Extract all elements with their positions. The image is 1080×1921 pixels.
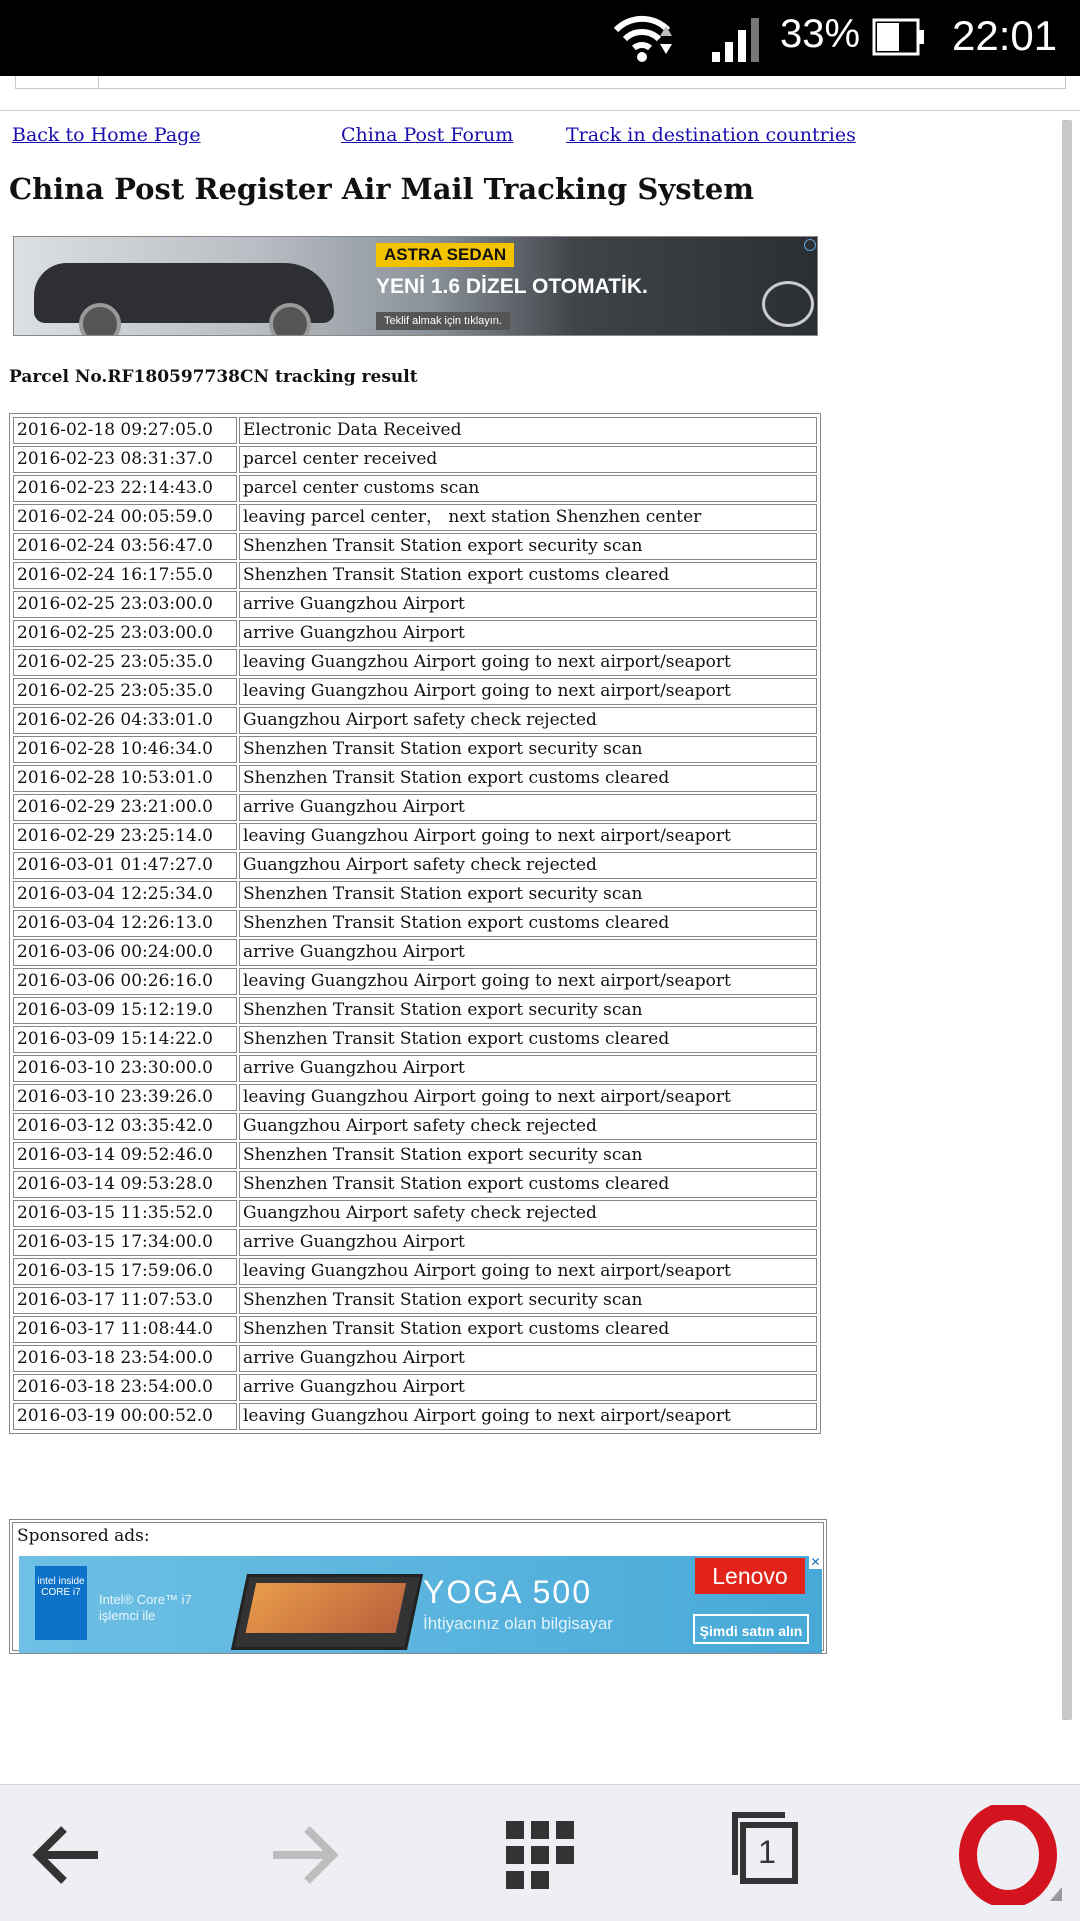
tracking-event-cell: Shenzhen Transit Station export security scan xyxy=(239,1142,817,1169)
tracking-event-cell: leaving Guangzhou Airport going to next airport/seaport xyxy=(239,823,817,850)
tracking-event-cell: Shenzhen Transit Station export security scan xyxy=(239,533,817,560)
table-row xyxy=(13,1316,817,1343)
tracking-time-cell: 2016-02-29 23:21:00.0 xyxy=(13,794,237,821)
tracking-event-cell: leaving Guangzhou Airport going to next airport/seaport xyxy=(239,1084,817,1111)
track-destination-link[interactable]: Track in destination countries xyxy=(566,124,856,146)
ad-choices-icon[interactable] xyxy=(804,239,816,251)
signal-icon xyxy=(710,16,765,64)
tracking-event-cell: arrive Guangzhou Airport xyxy=(239,1055,817,1082)
tracking-event-cell: arrive Guangzhou Airport xyxy=(239,1229,817,1256)
status-bar xyxy=(0,0,1080,76)
opel-logo-icon xyxy=(762,281,814,327)
tracking-time-cell: 2016-02-25 23:03:00.0 xyxy=(13,620,237,647)
tracking-event-cell: Guangzhou Airport safety check rejected xyxy=(239,707,817,734)
opel-ad-banner[interactable] xyxy=(13,236,818,336)
ad-tag: ASTRA SEDAN xyxy=(376,243,514,267)
address-bar[interactable] xyxy=(0,76,1080,111)
opera-menu-icon[interactable] xyxy=(958,1805,1068,1905)
back-arrow-icon[interactable] xyxy=(18,1805,118,1905)
tracking-time-cell: 2016-03-17 11:08:44.0 xyxy=(13,1316,237,1343)
table-row xyxy=(13,794,817,821)
table-row xyxy=(13,823,817,850)
table-row xyxy=(13,1142,817,1169)
tracking-event-cell: leaving Guangzhou Airport going to next airport/seaport xyxy=(239,649,817,676)
parcel-heading: Parcel No.RF180597738CN tracking result xyxy=(9,367,418,387)
tracking-time-cell: 2016-03-18 23:54:00.0 xyxy=(13,1374,237,1401)
bottom-navigation xyxy=(0,1784,1080,1921)
table-row xyxy=(13,765,817,792)
tracking-event-cell: Shenzhen Transit Station export security scan xyxy=(239,736,817,763)
table-row xyxy=(13,1055,817,1082)
product-name: YOGA 500 xyxy=(423,1574,592,1610)
tracking-event-cell: leaving parcel center， next station Shenzhen center xyxy=(239,504,817,531)
tracking-time-cell: 2016-03-01 01:47:27.0 xyxy=(13,852,237,879)
table-row xyxy=(13,852,817,879)
speed-dial-grid-icon[interactable] xyxy=(490,1805,590,1905)
tracking-time-cell: 2016-03-19 00:00:52.0 xyxy=(13,1403,237,1430)
table-row xyxy=(13,997,817,1024)
tracking-time-cell: 2016-02-24 16:17:55.0 xyxy=(13,562,237,589)
tracking-time-cell: 2016-02-28 10:53:01.0 xyxy=(13,765,237,792)
tracking-event-cell: Shenzhen Transit Station export security scan xyxy=(239,1287,817,1314)
tracking-event-cell: Shenzhen Transit Station export customs cleared xyxy=(239,765,817,792)
table-row xyxy=(13,1171,817,1198)
table-row xyxy=(13,707,817,734)
tracking-time-cell: 2016-03-10 23:39:26.0 xyxy=(13,1084,237,1111)
tracking-time-cell: 2016-03-17 11:07:53.0 xyxy=(13,1287,237,1314)
tracking-table xyxy=(9,413,821,1434)
tracking-event-cell: arrive Guangzhou Airport xyxy=(239,939,817,966)
tracking-event-cell: leaving Guangzhou Airport going to next airport/seaport xyxy=(239,968,817,995)
tracking-time-cell: 2016-02-25 23:05:35.0 xyxy=(13,678,237,705)
tab-count: 1 xyxy=(758,1834,776,1870)
tracking-time-cell: 2016-03-10 23:30:00.0 xyxy=(13,1055,237,1082)
forum-link[interactable]: China Post Forum xyxy=(341,124,514,146)
tracking-time-cell: 2016-02-25 23:05:35.0 xyxy=(13,649,237,676)
tracking-event-cell: Guangzhou Airport safety check rejected xyxy=(239,852,817,879)
forward-arrow-icon[interactable] xyxy=(253,1805,353,1905)
table-row xyxy=(13,1287,817,1314)
page-title: China Post Register Air Mail Tracking System xyxy=(9,172,755,206)
tracking-event-cell: arrive Guangzhou Airport xyxy=(239,794,817,821)
table-row xyxy=(13,533,817,560)
laptop-screen xyxy=(246,1583,407,1633)
tracking-time-cell: 2016-02-23 08:31:37.0 xyxy=(13,446,237,473)
tracking-event-cell: leaving Guangzhou Airport going to next airport/seaport xyxy=(239,1258,817,1285)
tracking-time-cell: 2016-03-12 03:35:42.0 xyxy=(13,1113,237,1140)
tracking-event-cell: arrive Guangzhou Airport xyxy=(239,620,817,647)
tracking-event-cell: Shenzhen Transit Station export security scan xyxy=(239,997,817,1024)
table-row xyxy=(13,1229,817,1256)
table-row xyxy=(13,881,817,908)
tracking-time-cell: 2016-03-15 11:35:52.0 xyxy=(13,1200,237,1227)
tracking-time-cell: 2016-03-09 15:14:22.0 xyxy=(13,1026,237,1053)
tracking-event-cell: Shenzhen Transit Station export customs cleared xyxy=(239,562,817,589)
table-row xyxy=(13,939,817,966)
tracking-time-cell: 2016-02-28 10:46:34.0 xyxy=(13,736,237,763)
table-row xyxy=(13,649,817,676)
page-content xyxy=(0,112,1060,1782)
tracking-event-cell: Guangzhou Airport safety check rejected xyxy=(239,1200,817,1227)
table-row xyxy=(13,678,817,705)
tracking-time-cell: 2016-03-15 17:59:06.0 xyxy=(13,1258,237,1285)
tracking-event-cell: Shenzhen Transit Station export customs cleared xyxy=(239,910,817,937)
tracking-time-cell: 2016-02-26 04:33:01.0 xyxy=(13,707,237,734)
intel-badge-text: intel inside CORE i7 xyxy=(37,1576,85,1598)
tracking-event-cell: Electronic Data Received xyxy=(239,417,817,444)
table-row xyxy=(13,1200,817,1227)
intel-logo-icon xyxy=(35,1566,87,1640)
table-row xyxy=(13,562,817,589)
ad-headline: YENİ 1.6 DİZEL OTOMATİK. xyxy=(376,275,648,298)
tracking-time-cell: 2016-02-18 09:27:05.0 xyxy=(13,417,237,444)
product-tagline: İhtiyacınız olan bilgisayar xyxy=(423,1614,613,1633)
scrollbar[interactable] xyxy=(1062,120,1072,1720)
tracking-time-cell: 2016-03-15 17:34:00.0 xyxy=(13,1229,237,1256)
tracking-event-cell: parcel center customs scan xyxy=(239,475,817,502)
table-row xyxy=(13,910,817,937)
tracking-event-cell: leaving Guangzhou Airport going to next airport/seaport xyxy=(239,678,817,705)
battery-icon xyxy=(872,18,926,56)
table-row xyxy=(13,446,817,473)
table-row xyxy=(13,620,817,647)
intel-text: Intel® Core™ i7 işlemci ile xyxy=(99,1592,192,1623)
buy-now-button[interactable]: Şimdi satın alın xyxy=(693,1614,809,1644)
sponsored-label: Sponsored ads: xyxy=(17,1526,150,1546)
tracking-event-cell: leaving Guangzhou Airport going to next airport/seaport xyxy=(239,1403,817,1430)
tracking-event-cell: arrive Guangzhou Airport xyxy=(239,591,817,618)
table-row xyxy=(13,591,817,618)
address-field[interactable] xyxy=(15,76,1066,89)
tracking-event-cell: Shenzhen Transit Station export customs cleared xyxy=(239,1026,817,1053)
laptop-image xyxy=(231,1574,423,1650)
lenovo-logo: Lenovo xyxy=(695,1558,805,1594)
tracking-time-cell: 2016-03-04 12:25:34.0 xyxy=(13,881,237,908)
tracking-time-cell: 2016-03-14 09:53:28.0 xyxy=(13,1171,237,1198)
tracking-event-cell: arrive Guangzhou Airport xyxy=(239,1374,817,1401)
tracking-time-cell: 2016-02-24 03:56:47.0 xyxy=(13,533,237,560)
tracking-event-cell: Guangzhou Airport safety check rejected xyxy=(239,1113,817,1140)
table-row xyxy=(13,1084,817,1111)
wifi-icon xyxy=(612,14,672,64)
table-row xyxy=(13,1374,817,1401)
tracking-time-cell: 2016-03-14 09:52:46.0 xyxy=(13,1142,237,1169)
table-row xyxy=(13,1113,817,1140)
ad-cta[interactable]: Teklif almak için tıklayın. xyxy=(376,312,510,330)
table-row xyxy=(13,1258,817,1285)
table-row xyxy=(13,504,817,531)
sponsored-inner xyxy=(12,1522,824,1651)
tracking-time-cell: 2016-02-24 00:05:59.0 xyxy=(13,504,237,531)
home-link[interactable]: Back to Home Page xyxy=(12,124,201,146)
tracking-event-cell: parcel center received xyxy=(239,446,817,473)
tracking-event-cell: Shenzhen Transit Station export security scan xyxy=(239,881,817,908)
table-row xyxy=(13,1403,817,1430)
tracking-time-cell: 2016-03-09 15:12:19.0 xyxy=(13,997,237,1024)
table-row xyxy=(13,417,817,444)
tracking-time-cell: 2016-02-29 23:25:14.0 xyxy=(13,823,237,850)
tracking-time-cell: 2016-03-06 00:24:00.0 xyxy=(13,939,237,966)
sponsored-ads xyxy=(9,1519,827,1654)
tracking-time-cell: 2016-03-18 23:54:00.0 xyxy=(13,1345,237,1372)
table-row xyxy=(13,968,817,995)
tabs-button[interactable] xyxy=(725,1805,825,1905)
table-row xyxy=(13,1345,817,1372)
lenovo-ad-banner[interactable] xyxy=(19,1556,822,1653)
clock: 22:01 xyxy=(952,12,1058,59)
table-row xyxy=(13,475,817,502)
tracking-time-cell: 2016-03-04 12:26:13.0 xyxy=(13,910,237,937)
tracking-time-cell: 2016-02-23 22:14:43.0 xyxy=(13,475,237,502)
tracking-event-cell: Shenzhen Transit Station export customs cleared xyxy=(239,1171,817,1198)
address-separator xyxy=(98,76,99,89)
ad-close-icon[interactable]: ✕ xyxy=(810,1556,821,1569)
tracking-event-cell: arrive Guangzhou Airport xyxy=(239,1345,817,1372)
tracking-time-cell: 2016-02-25 23:03:00.0 xyxy=(13,591,237,618)
table-row xyxy=(13,736,817,763)
tracking-event-cell: Shenzhen Transit Station export customs cleared xyxy=(239,1316,817,1343)
table-row xyxy=(13,1026,817,1053)
battery-percent: 33% xyxy=(780,12,861,56)
tracking-time-cell: 2016-03-06 00:26:16.0 xyxy=(13,968,237,995)
